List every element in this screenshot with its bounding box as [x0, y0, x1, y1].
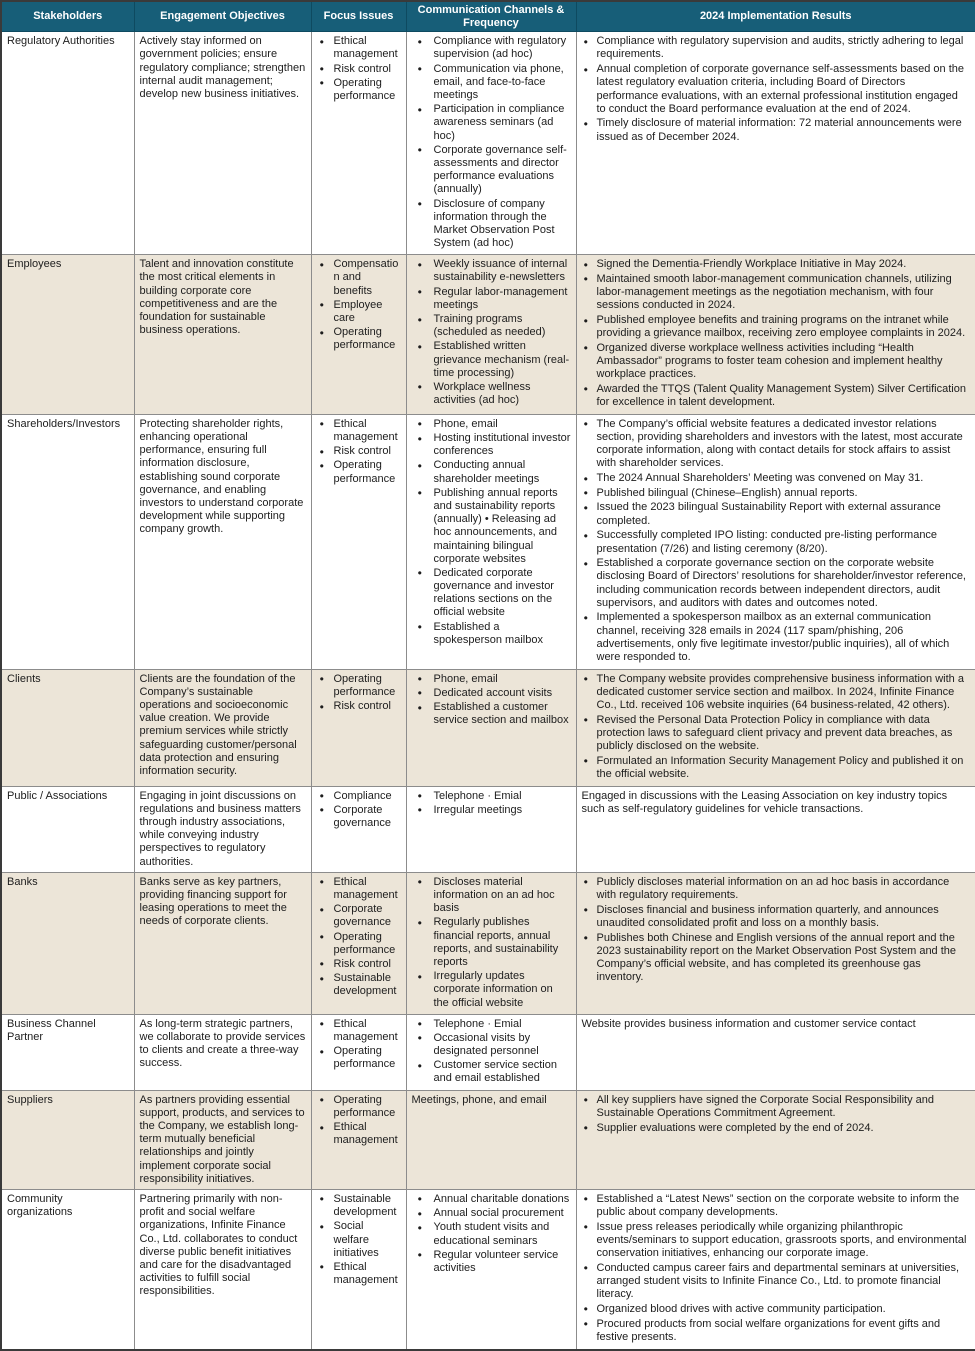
- engagement-objectives-text: Engaging in joint discussions on regulations and business matters through industry associations, while conveying industry perspectives to regulatory authorities.: [139, 789, 301, 868]
- column-header-communication-channels-frequency: Communication Channels & Frequency: [406, 1, 576, 32]
- result: ● Successfully completed IPO listing: conducted pre-listing performance presentation (7/26) and listing ceremony (8/20).: [582, 529, 971, 555]
- stakeholder-name: Clients: [7, 672, 41, 685]
- result: ● Established a corporate governance section on the corporate website disclosing Board of Directors’ resolutions for shareholder/investor reference, including communication records between independent directors, audit supervisors, and auditors with dates and outcomes noted.: [582, 557, 971, 610]
- focus-issue: ● Social welfare initiatives: [317, 1220, 401, 1260]
- column-header-engagement-objectives: Engagement Objectives: [134, 1, 311, 32]
- channel: ● Training programs (scheduled as needed): [412, 313, 571, 339]
- stakeholder-cell: [1, 1014, 134, 1090]
- channel: ● Regular labor-management meetings: [412, 286, 571, 312]
- engagement-objectives-text: Protecting shareholder rights, enhancing operational performance, ensuring full information disclosure, establishing sound corporate governance, and enabling investors to understand corporate development while supporting company growth.: [139, 417, 304, 536]
- focus-issues-cell: [311, 414, 406, 669]
- channel: ● Phone, email: [412, 418, 571, 431]
- result: ● Awarded the TTQS (Talent Quality Management System) Silver Certification for excellence in talent development.: [582, 383, 971, 409]
- focus-issues-cell: [311, 1189, 406, 1349]
- channel: ● Telephone · Emial: [412, 790, 571, 803]
- implementation-results-cell: [576, 32, 975, 255]
- result-list: [582, 1193, 971, 1344]
- result: ● Timely disclosure of material information: 72 material announcements were issued as of December 2024.: [582, 117, 971, 143]
- result: ● Formulated an Information Security Management Policy and published it on the official website.: [582, 755, 971, 781]
- focus-issue: ● Corporate governance: [317, 804, 401, 830]
- stakeholder-cell: [1, 1090, 134, 1189]
- result-list: [582, 673, 971, 782]
- channel-list: [412, 258, 571, 407]
- channel: ● Disclosure of company information through the Market Observation Post System (ad hoc): [412, 198, 571, 251]
- result: ● Publishes both Chinese and English versions of the annual report and the 2023 sustainability report on the Market Observation Post System and the Company’s official website, and has completed its greenhouse gas inventory.: [582, 932, 971, 985]
- result: ● Publicly discloses material information on an ad hoc basis in accordance with regulatory requirements.: [582, 876, 971, 902]
- engagement-objectives-cell: [134, 1189, 311, 1349]
- engagement-objectives-text: Actively stay informed on government policies; ensure regulatory compliance; strengthen internal audit management; develop new business initiatives.: [139, 35, 306, 101]
- implementation-results-cell: [576, 1014, 975, 1090]
- stakeholder-name: Banks: [7, 875, 38, 888]
- result: ● Established a “Latest News” section on the corporate website to inform the public about company developments.: [582, 1193, 971, 1219]
- focus-issue: ● Employee care: [317, 299, 401, 325]
- result: ● Published bilingual (Chinese–English) annual reports.: [582, 487, 971, 500]
- result: ● Organized blood drives with active community participation.: [582, 1303, 971, 1316]
- result: ● The Company website provides comprehensive business information with a dedicated customer service section and mailbox. In 2024, Infinite Finance Co., Ltd. received 106 website inquiries (64 business-related, 42 others).: [582, 673, 971, 713]
- focus-issue-list: [317, 673, 401, 714]
- focus-issue-list: [317, 418, 401, 486]
- communication-channels-cell: [406, 1090, 576, 1189]
- focus-issues-cell: [311, 32, 406, 255]
- channel: ● Conducting annual shareholder meetings: [412, 459, 571, 485]
- communication-channels-cell: [406, 255, 576, 415]
- focus-issue: ● Risk control: [317, 958, 401, 971]
- communication-channels-cell: [406, 414, 576, 669]
- focus-issue: ● Operating performance: [317, 77, 401, 103]
- result: ● Organized diverse workplace wellness activities including “Health Ambassador” programs to foster team cohesion and implement healthy workplace practices.: [582, 342, 971, 382]
- communication-channels-cell: [406, 32, 576, 255]
- result: ● Issue press releases periodically while organizing philanthropic events/seminars to support education, grassroots sports, and environmental conservation initiatives, enhancing our corporate image.: [582, 1221, 971, 1261]
- result-list: [582, 876, 971, 985]
- focus-issue: ● Corporate governance: [317, 903, 401, 929]
- channel: ● Publishing annual reports and sustainability reports (annually) • Releasing ad hoc announcements, and maintaining bilingual corporate websites: [412, 487, 571, 566]
- communication-channels-cell: [406, 669, 576, 786]
- implementation-results-cell: [576, 669, 975, 786]
- column-header-focus-issues: Focus Issues: [311, 1, 406, 32]
- focus-issue: ● Compensation and benefits: [317, 258, 401, 298]
- table-row: [1, 1014, 975, 1090]
- stakeholder-name: Employees: [7, 258, 62, 271]
- engagement-objectives-cell: [134, 1014, 311, 1090]
- focus-issue-list: [317, 35, 401, 103]
- focus-issue: ● Ethical management: [317, 418, 401, 444]
- channel-list: [412, 35, 571, 250]
- engagement-objectives-text: Talent and innovation constitute the most critical elements in building corporate core competitiveness and are the foundation for sustainable business operations.: [139, 258, 294, 337]
- focus-issue-list: [317, 1018, 401, 1072]
- result: ● Implemented a spokesperson mailbox as an external communication channel, receiving 328 emails in 2024 (117 spam/phishing, 206 advertisements, only five legitimate investor/public inquiries), all of which were responded to.: [582, 611, 971, 664]
- focus-issue-list: [317, 876, 401, 999]
- result: ● Maintained smooth labor-management communication channels, utilizing labor-management meetings as the negotiation mechanism, with four sessions conducted in 2024.: [582, 273, 971, 313]
- channel-list: [412, 418, 571, 647]
- table-row: [1, 786, 975, 872]
- channel: ● Irregular meetings: [412, 804, 571, 817]
- communication-channels-cell: [406, 1189, 576, 1349]
- implementation-results-cell: [576, 786, 975, 872]
- channel: ● Youth student visits and educational seminars: [412, 1221, 571, 1247]
- channel-list: [412, 790, 571, 817]
- result: ● The 2024 Annual Shareholders’ Meeting was convened on May 31.: [582, 472, 971, 485]
- channel-list: [412, 1018, 571, 1086]
- result: ● Discloses financial and business information quarterly, and announces unaudited consolidated profit and loss on a monthly basis.: [582, 904, 971, 930]
- focus-issue: ● Ethical management: [317, 1121, 401, 1147]
- table-row: [1, 669, 975, 786]
- implementation-results-cell: [576, 255, 975, 415]
- result-list: [582, 1094, 971, 1135]
- stakeholder-name: Public / Associations: [7, 789, 108, 802]
- focus-issue: ● Risk control: [317, 700, 401, 713]
- result-list: [582, 258, 971, 409]
- result: ● Conducted campus career fairs and departmental seminars at universities, arranged student visits to Infinite Finance Co., Ltd. to promote financial literacy.: [582, 1262, 971, 1302]
- stakeholder-cell: [1, 414, 134, 669]
- focus-issues-cell: [311, 1090, 406, 1189]
- implementation-results-cell: [576, 414, 975, 669]
- communication-channels-cell: [406, 1014, 576, 1090]
- implementation-results-cell: [576, 872, 975, 1014]
- focus-issues-cell: [311, 786, 406, 872]
- stakeholder-name: Suppliers: [7, 1093, 53, 1106]
- engagement-objectives-cell: [134, 872, 311, 1014]
- channel: ● Established a customer service section and mailbox: [412, 701, 571, 727]
- result-text: Website provides business information and customer service contact: [581, 1017, 916, 1030]
- engagement-objectives-cell: [134, 32, 311, 255]
- result: ● Issued the 2023 bilingual Sustainability Report with external assurance completed.: [582, 501, 971, 527]
- table-row: [1, 1090, 975, 1189]
- stakeholder-cell: [1, 669, 134, 786]
- channel: ● Regular volunteer service activities: [412, 1249, 571, 1275]
- engagement-objectives-cell: [134, 669, 311, 786]
- focus-issue: ● Operating performance: [317, 673, 401, 699]
- channel: ● Weekly issuance of internal sustainability e-newsletters: [412, 258, 571, 284]
- focus-issue-list: [317, 1193, 401, 1287]
- channel: ● Telephone · Emial: [412, 1018, 571, 1031]
- result-list: [582, 35, 971, 144]
- focus-issues-cell: [311, 669, 406, 786]
- focus-issue-list: [317, 258, 401, 352]
- stakeholder-cell: [1, 786, 134, 872]
- communication-channels-cell: [406, 872, 576, 1014]
- focus-issue: ● Ethical management: [317, 1018, 401, 1044]
- focus-issue: ● Ethical management: [317, 876, 401, 902]
- result: ● Annual completion of corporate governance self-assessments based on the latest regulatory evaluation criteria, including Board of Directors performance evaluations, with an external professional institution engaged to conduct the Board performance evaluation at the end of 2024.: [582, 63, 971, 116]
- result-text: Engaged in discussions with the Leasing Association on key industry topics such as self-regulatory guidelines for vehicle transactions.: [581, 789, 948, 815]
- channel: ● Participation in compliance awareness seminars (ad hoc): [412, 103, 571, 143]
- channel: ● Annual charitable donations: [412, 1193, 571, 1206]
- implementation-results-cell: [576, 1189, 975, 1349]
- implementation-results-cell: [576, 1090, 975, 1189]
- engagement-objectives-text: Banks serve as key partners, providing financing support for leasing operations to meet the needs of corporate clients.: [139, 875, 287, 928]
- channel: ● Occasional visits by designated personnel: [412, 1032, 571, 1058]
- focus-issue-list: [317, 1094, 401, 1148]
- channel: ● Dedicated corporate governance and investor relations sections on the official website: [412, 567, 571, 620]
- column-header-2024-implementation-results: 2024 Implementation Results: [576, 1, 975, 32]
- focus-issue: ● Sustainable development: [317, 1193, 401, 1219]
- stakeholder-name: Community organizations: [7, 1192, 73, 1219]
- channel-list: [412, 876, 571, 1010]
- focus-issues-cell: [311, 1014, 406, 1090]
- channel: ● Dedicated account visits: [412, 687, 571, 700]
- table-header-row: [1, 1, 975, 32]
- result: ● Compliance with regulatory supervision and audits, strictly adhering to legal requirements.: [582, 35, 971, 61]
- channel: ● Corporate governance self-assessments and director performance evaluations (annually): [412, 144, 571, 197]
- focus-issue: ● Sustainable development: [317, 972, 401, 998]
- focus-issue: ● Operating performance: [317, 459, 401, 485]
- stakeholder-name: Business Channel Partner: [7, 1017, 96, 1043]
- result-list: [582, 418, 971, 664]
- channel: ● Communication via phone, email, and face-to-face meetings: [412, 63, 571, 103]
- table-row: [1, 872, 975, 1014]
- table-row: [1, 255, 975, 415]
- channel: ● Compliance with regulatory supervision (ad hoc): [412, 35, 571, 61]
- focus-issue: ● Compliance: [317, 790, 401, 803]
- channel: ● Irregularly updates corporate information on the official website: [412, 970, 571, 1010]
- result: ● Published employee benefits and training programs on the intranet while providing a grievance mailbox, receiving zero employee complaints in 2024.: [582, 314, 971, 340]
- engagement-objectives-text: As partners providing essential support, products, and services to the Company, we establish long-term mutually beneficial relationships and jointly implement corporate social responsibility initiatives.: [139, 1093, 305, 1185]
- focus-issues-cell: [311, 872, 406, 1014]
- result: ● Signed the Dementia-Friendly Workplace Initiative in May 2024.: [582, 258, 971, 271]
- stakeholder-cell: [1, 1189, 134, 1349]
- focus-issue: ● Operating performance: [317, 931, 401, 957]
- channel: ● Workplace wellness activities (ad hoc): [412, 381, 571, 407]
- channel: ● Hosting institutional investor conferences: [412, 432, 571, 458]
- stakeholder-name: Shareholders/Investors: [7, 417, 121, 430]
- result: ● Supplier evaluations were completed by the end of 2024.: [582, 1122, 971, 1135]
- channel-text: Meetings, phone, and email: [411, 1093, 547, 1106]
- communication-channels-cell: [406, 786, 576, 872]
- channel: ● Regularly publishes financial reports, annual reports, and sustainability reports: [412, 916, 571, 969]
- result: ● Revised the Personal Data Protection Policy in compliance with data protection laws to safeguard client privacy and prevent data breaches, as publicly disclosed on the website.: [582, 714, 971, 754]
- result: ● The Company’s official website features a dedicated investor relations section, providing shareholders and investors with the latest, most accurate corporate information, along with contact details for stock affairs to assist with shareholder services.: [582, 418, 971, 471]
- engagement-objectives-cell: [134, 414, 311, 669]
- stakeholder-cell: [1, 32, 134, 255]
- focus-issue: ● Risk control: [317, 63, 401, 76]
- focus-issue: ● Ethical management: [317, 1261, 401, 1287]
- result: ● Procured products from social welfare organizations for event gifts and festive presents.: [582, 1318, 971, 1344]
- channel-list: [412, 673, 571, 728]
- engagement-objectives-text: Partnering primarily with non-profit and social welfare organizations, Infinite Finance Co., Ltd. collaborates to conduct diverse public benefit initiatives and care for the disadvantaged activities to fulfill social responsibilities.: [139, 1192, 298, 1298]
- engagement-objectives-cell: [134, 1090, 311, 1189]
- table-row: [1, 414, 975, 669]
- column-header-stakeholders: Stakeholders: [1, 1, 134, 32]
- focus-issue: ● Operating performance: [317, 1045, 401, 1071]
- stakeholder-name: Regulatory Authorities: [7, 35, 115, 48]
- stakeholder-cell: [1, 255, 134, 415]
- channel: ● Annual social procurement: [412, 1207, 571, 1220]
- channel: ● Discloses material information on an ad hoc basis: [412, 876, 571, 916]
- focus-issue: ● Operating performance: [317, 1094, 401, 1120]
- engagement-objectives-cell: [134, 255, 311, 415]
- channel-list: [412, 1193, 571, 1275]
- focus-issue: ● Risk control: [317, 445, 401, 458]
- result: ● All key suppliers have signed the Corporate Social Responsibility and Sustainable Operations Commitment Agreement.: [582, 1094, 971, 1120]
- focus-issue-list: [317, 790, 401, 831]
- channel: ● Established a spokesperson mailbox: [412, 621, 571, 647]
- engagement-objectives-text: Clients are the foundation of the Company’s sustainable operations and socioeconomic value creation. We provide premium services while strictly safeguarding customer/personal data protection and ensuring information security.: [139, 672, 297, 778]
- channel: ● Phone, email: [412, 673, 571, 686]
- channel: ● Customer service section and email established: [412, 1059, 571, 1085]
- focus-issues-cell: [311, 255, 406, 415]
- table-row: [1, 1189, 975, 1349]
- engagement-objectives-cell: [134, 786, 311, 872]
- engagement-objectives-text: As long-term strategic partners, we collaborate to provide services to clients and create a three-way success.: [139, 1017, 306, 1070]
- focus-issue: ● Operating performance: [317, 326, 401, 352]
- stakeholder-cell: [1, 872, 134, 1014]
- table-row: [1, 32, 975, 255]
- channel: ● Established written grievance mechanism (real-time processing): [412, 340, 571, 380]
- focus-issue: ● Ethical management: [317, 35, 401, 61]
